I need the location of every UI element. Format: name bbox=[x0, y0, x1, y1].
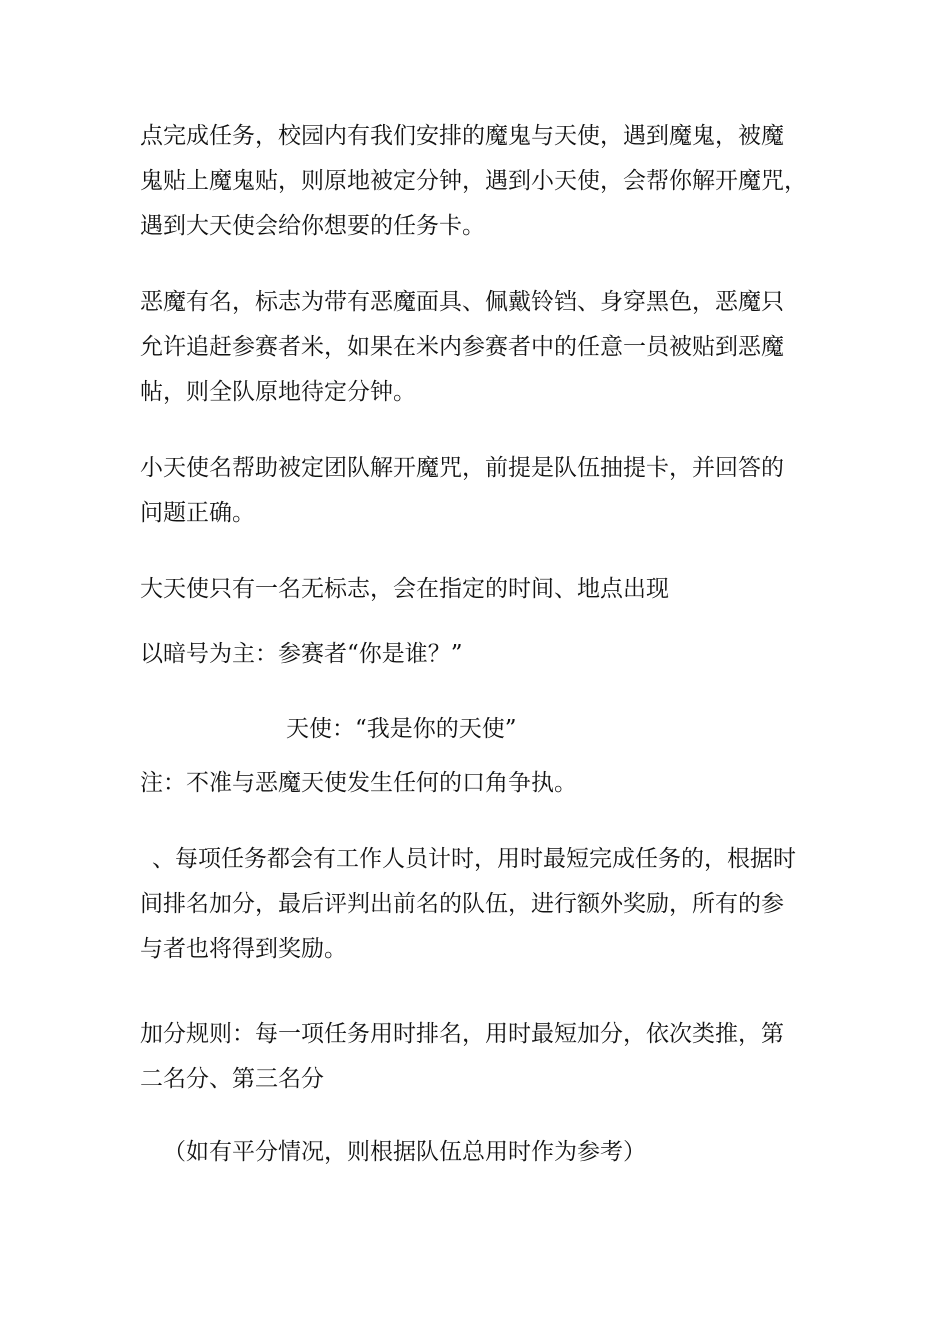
text-line: 允许追赶参赛者米，如果在米内参赛者中的任意一员被贴到恶魔 bbox=[140, 334, 784, 360]
text-line: 小天使名帮助被定团队解开魔咒，前提是队伍抽提卡，并回答的 bbox=[140, 455, 784, 481]
text-line: 恶魔有名，标志为带有恶魔面具、佩戴铃铛、身穿黑色，恶魔只 bbox=[140, 289, 784, 315]
text-line: 与者也将得到奖励。 bbox=[140, 936, 347, 962]
text-line: 问题正确。 bbox=[140, 500, 255, 526]
paragraph-note bbox=[140, 761, 820, 806]
paragraph-little-angel bbox=[140, 446, 820, 536]
paragraph-timing-rules bbox=[140, 837, 832, 972]
paragraph-big-angel bbox=[140, 567, 820, 612]
text-line: 二名分、第三名分 bbox=[140, 1066, 324, 1092]
paragraph-scoring-rules bbox=[140, 1012, 820, 1102]
text-line: 天使：“我是你的天使” bbox=[286, 716, 517, 742]
text-line: 、每项任务都会有工作人员计时，用时最短完成任务的，根据时 bbox=[152, 846, 796, 872]
paragraph-password-answer bbox=[286, 707, 950, 752]
paragraph-password-question bbox=[140, 632, 820, 677]
text-line: 大天使只有一名无标志，会在指定的时间、地点出现 bbox=[140, 576, 669, 602]
text-line: 鬼贴上魔鬼贴，则原地被定分钟，遇到小天使，会帮你解开魔咒， bbox=[140, 168, 807, 194]
text-line: （如有平分情况，则根据队伍总用时作为参考） bbox=[163, 1139, 646, 1165]
text-line: 加分规则：每一项任务用时排名，用时最短加分，依次类推，第 bbox=[140, 1021, 784, 1047]
text-line: 帖，则全队原地待定分钟。 bbox=[140, 379, 416, 405]
paragraph-task-intro bbox=[140, 114, 820, 249]
text-line: 注：不准与恶魔天使发生任何的口角争执。 bbox=[140, 770, 577, 796]
text-line: 遇到大天使会给你想要的任务卡。 bbox=[140, 213, 485, 239]
text-line: 点完成任务，校园内有我们安排的魔鬼与天使，遇到魔鬼，被魔 bbox=[140, 123, 784, 149]
text-line: 间排名加分，最后评判出前名的队伍，进行额外奖励，所有的参 bbox=[140, 891, 784, 917]
text-line: 以暗号为主：参赛者“你是谁？” bbox=[140, 641, 463, 667]
paragraph-demon-rules bbox=[140, 280, 820, 415]
paragraph-tiebreak bbox=[163, 1130, 843, 1175]
